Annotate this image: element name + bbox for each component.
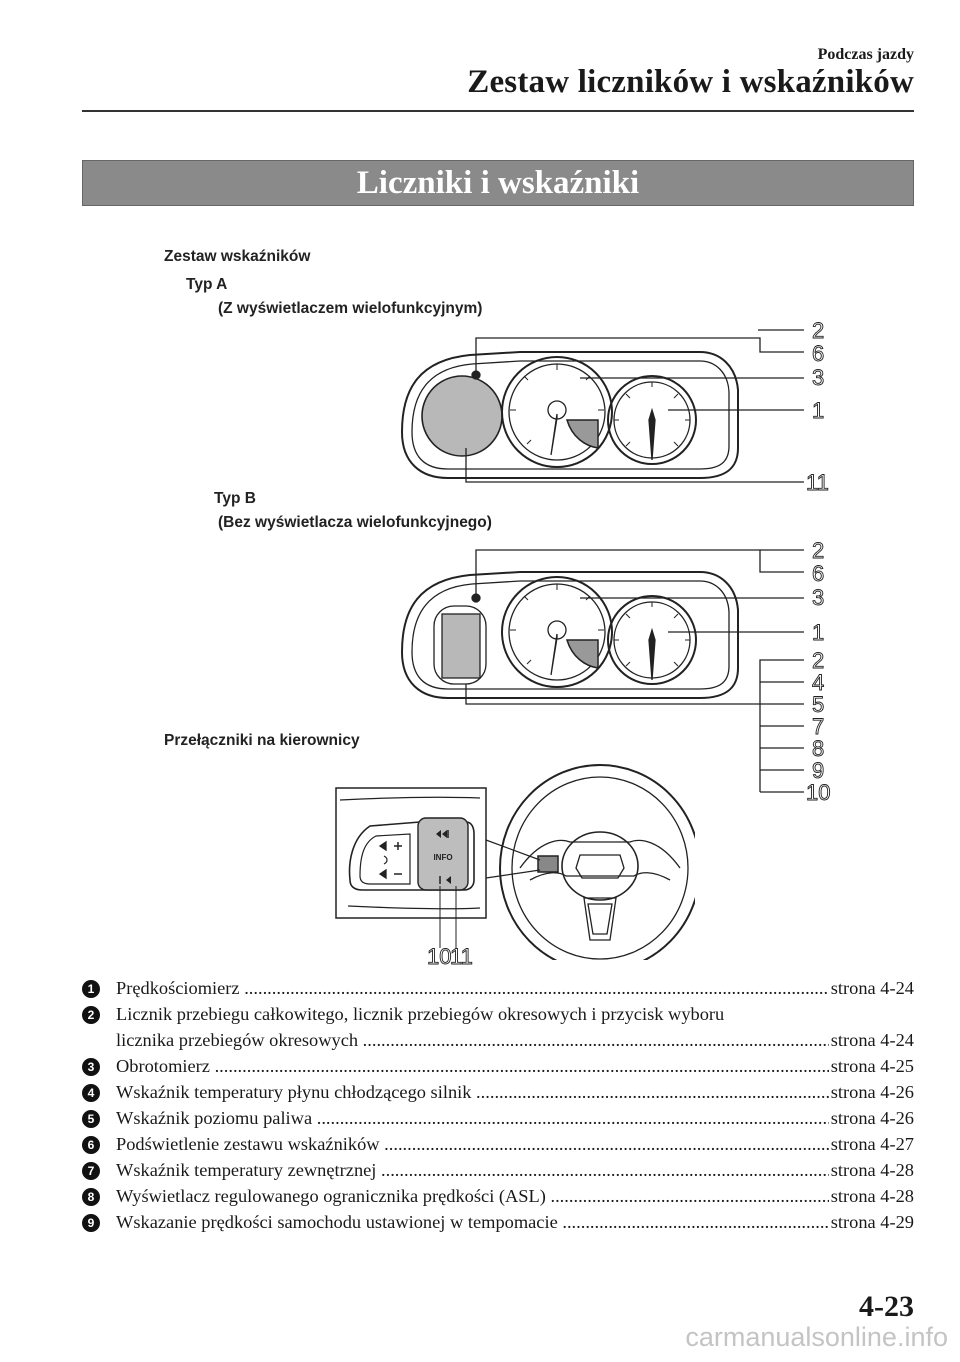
- callout-b-7: 7: [812, 714, 825, 739]
- item-text: Wyświetlacz regulowanego ogranicznika prędkości (ASL) .....: [116, 1183, 829, 1209]
- callout-b-2b: 2: [812, 648, 825, 673]
- item-number: 6: [82, 1136, 100, 1154]
- chapter-title: Podczas jazdy: [817, 46, 914, 63]
- item-page: strona 4-25: [830, 1056, 914, 1076]
- callout-a-6: 6: [812, 341, 825, 366]
- item-text: Wskaźnik temperatury płynu chłodzącego silnik .....: [116, 1079, 829, 1105]
- item-number: 3: [82, 1058, 100, 1076]
- steering-title: Przełączniki na kierownicy: [164, 732, 360, 749]
- list-item: [82, 1157, 914, 1183]
- item-page: strona 4-28: [830, 1186, 914, 1206]
- item-number: 8: [82, 1188, 100, 1206]
- item-page: strona 4-29: [830, 1212, 914, 1232]
- item-page: strona 4-26: [830, 1108, 914, 1128]
- list-item: [82, 1183, 914, 1209]
- list-item: [82, 1001, 914, 1053]
- callout-b-5: 5: [812, 692, 825, 717]
- switch-inset: [336, 788, 486, 948]
- item-text: Wskaźnik temperatury zewnętrznej .....: [116, 1157, 829, 1183]
- item-text: Podświetlenie zestawu wskaźników .....: [116, 1131, 829, 1157]
- callout-b-10: 10: [806, 780, 831, 805]
- type-b-desc: (Bez wyświetlacza wielofunkcyjnego): [218, 514, 492, 531]
- item-text: Obrotomierz .....: [116, 1053, 829, 1079]
- item-page: strona 4-24: [830, 1030, 914, 1050]
- list-item: [82, 1131, 914, 1157]
- steering-wheel: [486, 765, 700, 971]
- item-text: Licznik przebiegu całkowitego, licznik przebiegów okresowych i przycisk wyboru: [116, 1004, 725, 1024]
- item-number: 5: [82, 1110, 100, 1128]
- type-a-desc: (Z wyświetlaczem wielofunkcyjnym): [218, 300, 483, 317]
- item-page: strona 4-26: [830, 1082, 914, 1102]
- item-page: strona 4-27: [830, 1134, 914, 1154]
- cluster-type-b: [402, 550, 804, 792]
- page-banner: Liczniki i wskaźniki: [82, 160, 914, 206]
- list-item: [82, 1079, 914, 1105]
- callout-b-2: 2: [812, 538, 825, 563]
- item-number: 7: [82, 1162, 100, 1180]
- type-b-label: Typ B: [214, 490, 256, 507]
- callout-a-11: 11: [806, 470, 829, 495]
- item-text: Wskazanie prędkości samochodu ustawionej w tempomacie .....: [116, 1209, 829, 1235]
- list-item: [82, 1209, 914, 1235]
- item-number: 2: [82, 1006, 100, 1024]
- watermark: carmanualsonline.info: [685, 1322, 948, 1352]
- callout-a-2: 2: [812, 318, 825, 343]
- item-number: 9: [82, 1214, 100, 1232]
- item-number: 1: [82, 980, 100, 998]
- callout-b-9: 9: [812, 758, 825, 783]
- list-item: [82, 1053, 914, 1079]
- type-a-label: Typ A: [186, 276, 228, 293]
- multifunction-display: [422, 376, 502, 456]
- list-item: [82, 1105, 914, 1131]
- item-number: 4: [82, 1084, 100, 1102]
- callout-b-6: 6: [812, 561, 825, 586]
- cluster-type-a: [402, 330, 804, 482]
- item-page: strona 4-24: [830, 978, 914, 998]
- lcd-display: [442, 614, 480, 678]
- callout-a-3: 3: [812, 365, 825, 390]
- callout-b-8: 8: [812, 736, 825, 761]
- tachometer-gauge: [502, 357, 612, 467]
- section-title: Zestaw liczników i wskaźników: [467, 64, 914, 100]
- item-page: strona 4-28: [830, 1160, 914, 1180]
- page-number: 4-23: [859, 1290, 914, 1323]
- callout-s-10: 10: [427, 944, 452, 969]
- item-text: Wskaźnik poziomu paliwa .....: [116, 1105, 829, 1131]
- list-item: [82, 975, 914, 1001]
- item-text-cont: licznika przebiegów okresowych .....: [116, 1027, 829, 1053]
- cluster-title: Zestaw wskaźników: [164, 248, 311, 265]
- switch-cluster-marker: [538, 856, 558, 872]
- item-list: [82, 975, 914, 1235]
- indicator-lamp: [472, 371, 480, 379]
- callout-b-3: 3: [812, 585, 825, 610]
- callout-s-11: 11: [450, 944, 473, 969]
- item-text: Prędkościomierz .....: [116, 975, 829, 1001]
- callout-b-4: 4: [812, 670, 825, 695]
- callout-a-1: 1: [812, 398, 825, 423]
- info-button-label: INFO: [433, 853, 453, 862]
- callout-b-1: 1: [812, 620, 825, 645]
